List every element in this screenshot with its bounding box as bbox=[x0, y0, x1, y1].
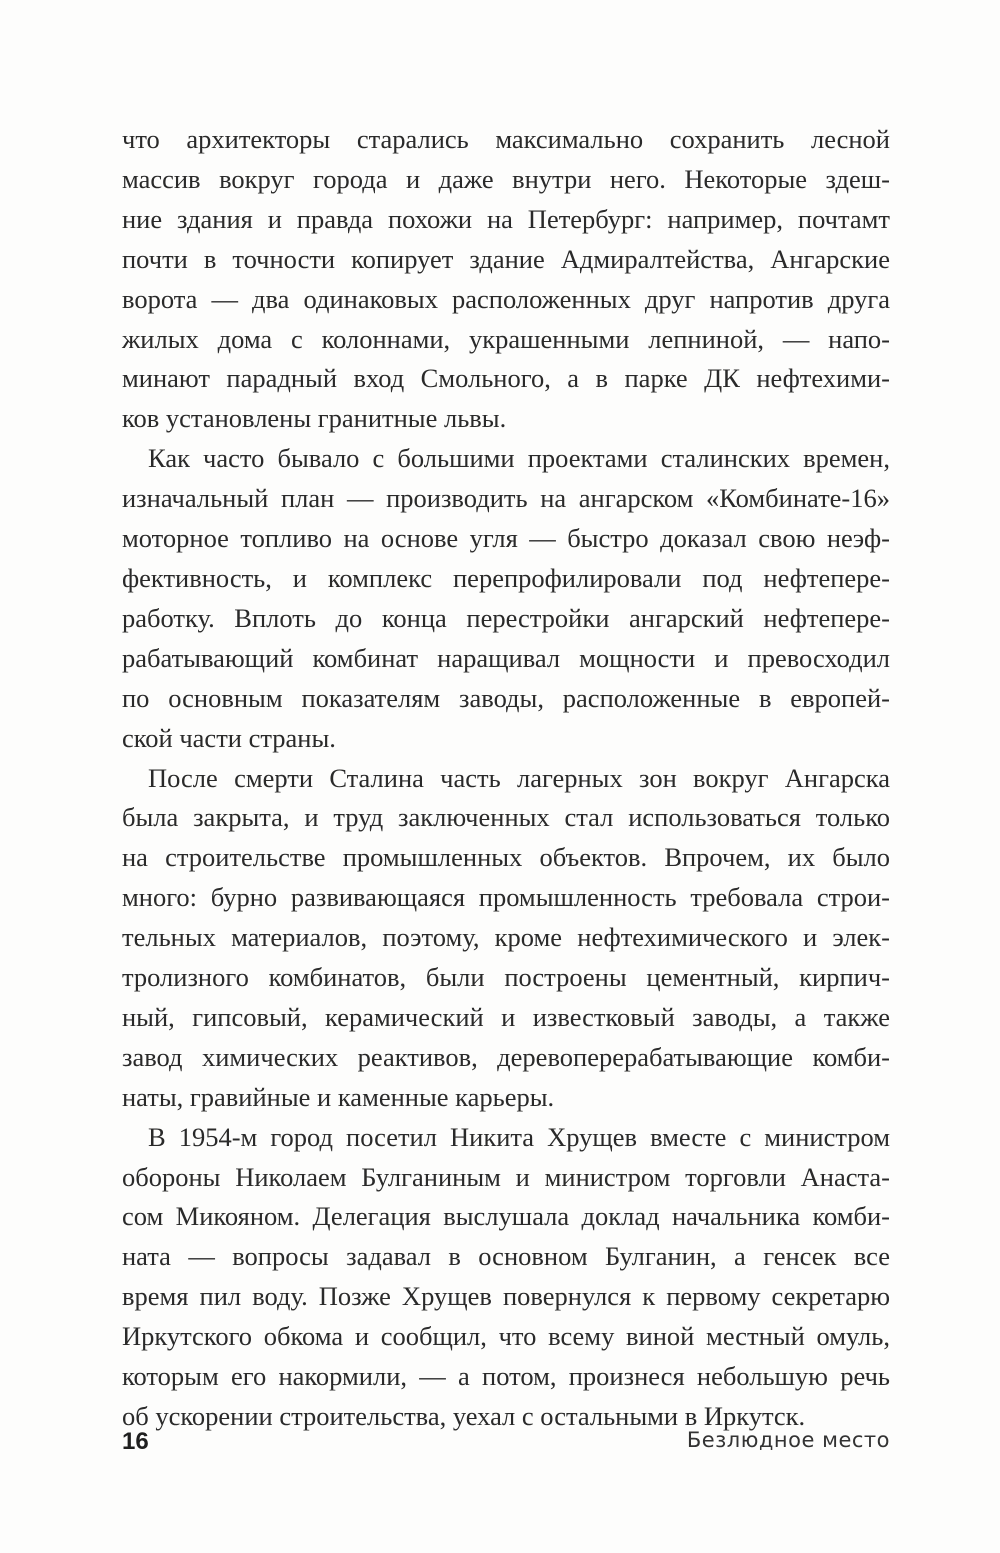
page-number: 16 bbox=[122, 1428, 149, 1455]
text-line: ние здания и правда похожи на Петербург: например, почтамт bbox=[122, 203, 890, 234]
running-head: Безлюдное место bbox=[686, 1428, 890, 1452]
text-line: массив вокруг города и даже внутри него. Некоторые здеш- bbox=[122, 163, 890, 194]
page-footer bbox=[122, 1428, 890, 1464]
text-line: ный, гипсовый, керамический и известковый заводы, а также bbox=[122, 1001, 890, 1032]
paragraph-4 bbox=[122, 1118, 890, 1437]
paragraph-1 bbox=[122, 120, 890, 439]
text-line: на строительстве промышленных объектов. Впрочем, их было bbox=[122, 842, 890, 873]
text-line: Как часто бывало с большими проектами сталинских времен, bbox=[148, 443, 890, 474]
text-line: что архитекторы старались максимально сохранить лесной bbox=[122, 124, 890, 154]
text-line: фективность, и комплекс перепрофилировали под нефтепере- bbox=[122, 562, 890, 593]
text-line: Иркутского обкома и сообщил, что всему виной местный омуль, bbox=[122, 1321, 890, 1352]
text-line: ворота — два одинаковых расположенных друг напротив друга bbox=[122, 283, 890, 314]
paragraph-2 bbox=[122, 439, 890, 758]
text-line: об ускорении строительства, уехал с остальными в Иркутск. bbox=[122, 1401, 806, 1431]
text-line: которым его накормили, — а потом, произнеся небольшую речь bbox=[122, 1361, 890, 1392]
paragraph-3 bbox=[122, 759, 890, 1118]
text-line: обороны Николаем Булганиным и министром торговли Анаста- bbox=[122, 1161, 890, 1192]
text-line: почти в точности копирует здание Адмиралтейства, Ангарские bbox=[122, 243, 890, 274]
text-line: ков установлены гранитные львы. bbox=[122, 403, 507, 434]
text-line: по основным показателям заводы, расположенные в европей- bbox=[122, 682, 890, 713]
text-line: моторное топливо на основе угля — быстро доказал свою неэф- bbox=[122, 523, 890, 554]
text-line: рабатывающий комбинат наращивал мощности и превосходил bbox=[122, 642, 890, 673]
text-line: ната — вопросы задавал в основном Булганин, а генсек все bbox=[122, 1241, 890, 1272]
text-line: В 1954-м город посетил Никита Хрущев вместе с министром bbox=[148, 1121, 890, 1152]
text-line: завод химических реактивов, деревоперерабатывающие комби- bbox=[122, 1041, 890, 1072]
text-line: наты, гравийные и каменные карьеры. bbox=[122, 1081, 555, 1112]
text-line: была закрыта, и труд заключенных стал использоваться только bbox=[122, 802, 890, 833]
text-line: работку. Вплоть до конца перестройки ангарский нефтепере- bbox=[122, 602, 890, 633]
text-line: тролизного комбинатов, были построены цементный, кирпич- bbox=[122, 962, 890, 993]
text-line: тельных материалов, поэтому, кроме нефтехимического и элек- bbox=[122, 922, 890, 953]
text-line: сом Микояном. Делегация выслушала доклад начальника комби- bbox=[122, 1201, 890, 1232]
text-line: жилых дома с колоннами, украшенными лепниной, — напо- bbox=[122, 323, 890, 354]
text-line: минают парадный вход Смольного, а в парке ДК нефтехими- bbox=[122, 363, 890, 394]
text-line: время пил воду. Позже Хрущев повернулся к первому секретарю bbox=[122, 1281, 890, 1312]
text-line: ской части страны. bbox=[122, 722, 336, 753]
text-line: много: бурно развивающаяся промышленность требовала строи- bbox=[122, 882, 890, 913]
text-line: изначальный план — производить на ангарском «Комбинате-16» bbox=[122, 483, 890, 514]
body-text bbox=[122, 120, 890, 1437]
text-line: После смерти Сталина часть лагерных зон вокруг Ангарска bbox=[148, 762, 890, 793]
